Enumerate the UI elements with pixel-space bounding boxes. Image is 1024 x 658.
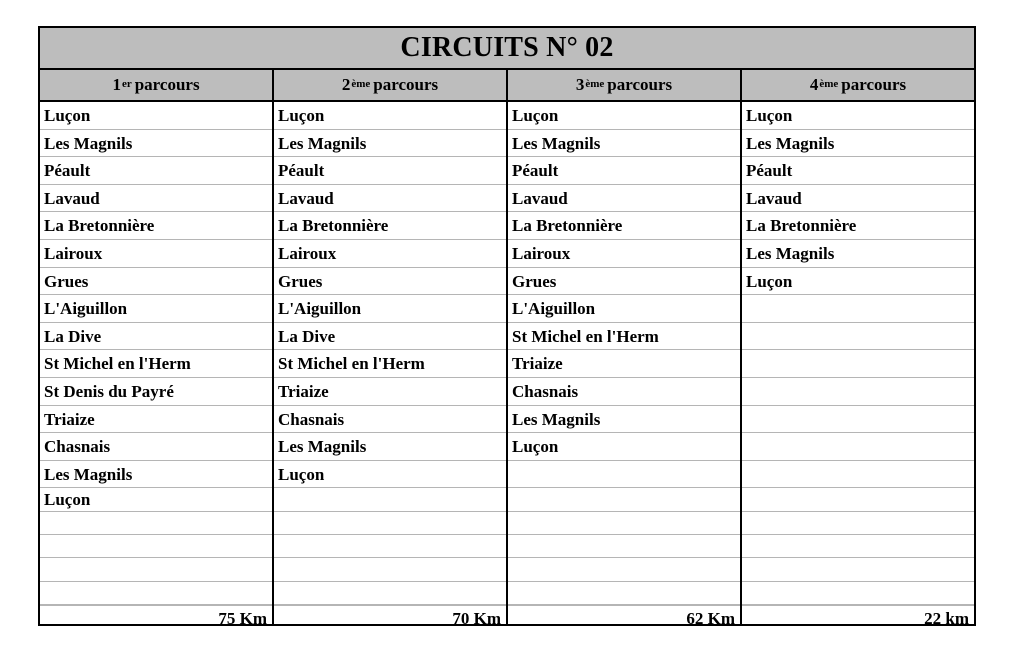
table-row: Luçon [274,102,506,130]
column-header-1: 1 $^{er}$ parcours [112,75,200,94]
table-row: Les Magnils [742,240,974,268]
table-row: St Michel en l'Herm [40,350,272,378]
table-row [742,350,974,378]
route-column-3 [506,102,740,629]
table-row: La Bretonnière [742,212,974,240]
header-ordinal: 4 [809,75,819,94]
header-ordinal: 3 [575,75,585,94]
table-row [508,488,740,511]
table-row: St Michel en l'Herm [274,350,506,378]
table-row: L'Aiguillon [274,295,506,323]
header-ordinal: 1 [112,75,121,94]
page-title: CIRCUITS N° 02 [40,28,974,70]
table-row: Les Magnils [40,130,272,158]
stop-list [274,102,506,605]
stop-list [40,102,272,605]
header-label: parcours [607,75,673,94]
table-row: Lairoux [274,240,506,268]
table-row: Les Magnils [742,130,974,158]
table-row: Luçon [742,268,974,296]
table-row [742,582,974,605]
table-row: Chasnais [40,433,272,461]
distance-total: 62 Km [508,605,740,629]
route-columns [40,102,974,629]
distance-total: 70 Km [274,605,506,629]
table-row: St Michel en l'Herm [508,323,740,351]
table-row [508,558,740,581]
table-row [40,512,272,535]
table-row: Péault [40,157,272,185]
table-row: Luçon [40,102,272,130]
distance-total: 22 km [742,605,974,629]
table-row: Péault [508,157,740,185]
table-row [508,535,740,558]
table-row: Lairoux [40,240,272,268]
table-row: Triaize [508,350,740,378]
header-label: parcours [373,75,439,94]
route-column-2 [272,102,506,629]
table-row [508,582,740,605]
table-row [742,433,974,461]
table-row: Lairoux [508,240,740,268]
table-row: Lavaud [742,185,974,213]
header-label: parcours [134,75,200,94]
table-row [274,582,506,605]
table-row [742,535,974,558]
table-row: Les Magnils [274,433,506,461]
table-row [742,323,974,351]
column-headers [40,70,974,102]
table-row: Chasnais [274,406,506,434]
table-row: Lavaud [40,185,272,213]
table-row [508,512,740,535]
table-row [742,488,974,511]
table-row: Les Magnils [508,130,740,158]
table-row: L'Aiguillon [508,295,740,323]
table-row: Triaize [274,378,506,406]
header-label: parcours [841,75,907,94]
table-row: Grues [274,268,506,296]
table-row [40,535,272,558]
table-row: Lavaud [274,185,506,213]
stop-list [742,102,974,605]
table-row: Grues [40,268,272,296]
table-row: Les Magnils [508,406,740,434]
table-row: Triaize [40,406,272,434]
table-row: La Dive [40,323,272,351]
table-row: La Dive [274,323,506,351]
table-row: Péault [274,157,506,185]
table-row: La Bretonnière [508,212,740,240]
table-row [274,512,506,535]
column-header-3: 3 $^{ème}$ parcours [506,70,740,100]
table-row: St Denis du Payré [40,378,272,406]
table-row: Les Magnils [274,130,506,158]
table-row [40,558,272,581]
column-header-4: 4 $^{ème}$ parcours [740,70,974,100]
table-row: Les Magnils [40,461,272,489]
table-row: Chasnais [508,378,740,406]
table-row: La Bretonnière [274,212,506,240]
stop-list [508,102,740,605]
circuits-table [38,26,976,629]
table-row: Luçon [508,433,740,461]
table-row [508,461,740,489]
table-row [274,535,506,558]
table-row [742,558,974,581]
table-row [742,295,974,323]
table-row: Luçon [274,461,506,489]
table-row [742,461,974,489]
table-row [742,406,974,434]
table-row: L'Aiguillon [40,295,272,323]
route-column-1 [40,102,272,629]
table-row: Luçon [742,102,974,130]
table-row: La Bretonnière [40,212,272,240]
table-row: Grues [508,268,740,296]
table-row: Luçon [508,102,740,130]
table-row [40,582,272,605]
table-row: Péault [742,157,974,185]
header-ordinal: 2 [341,75,351,94]
table-row [274,488,506,511]
table-row [742,512,974,535]
distance-total: 75 Km [40,605,272,629]
table-row: Luçon [40,488,272,511]
table-row [742,378,974,406]
route-column-4 [740,102,974,629]
table-row: Lavaud [508,185,740,213]
column-header-2: 2 $^{ème}$ parcours [272,70,506,100]
table-row [274,558,506,581]
